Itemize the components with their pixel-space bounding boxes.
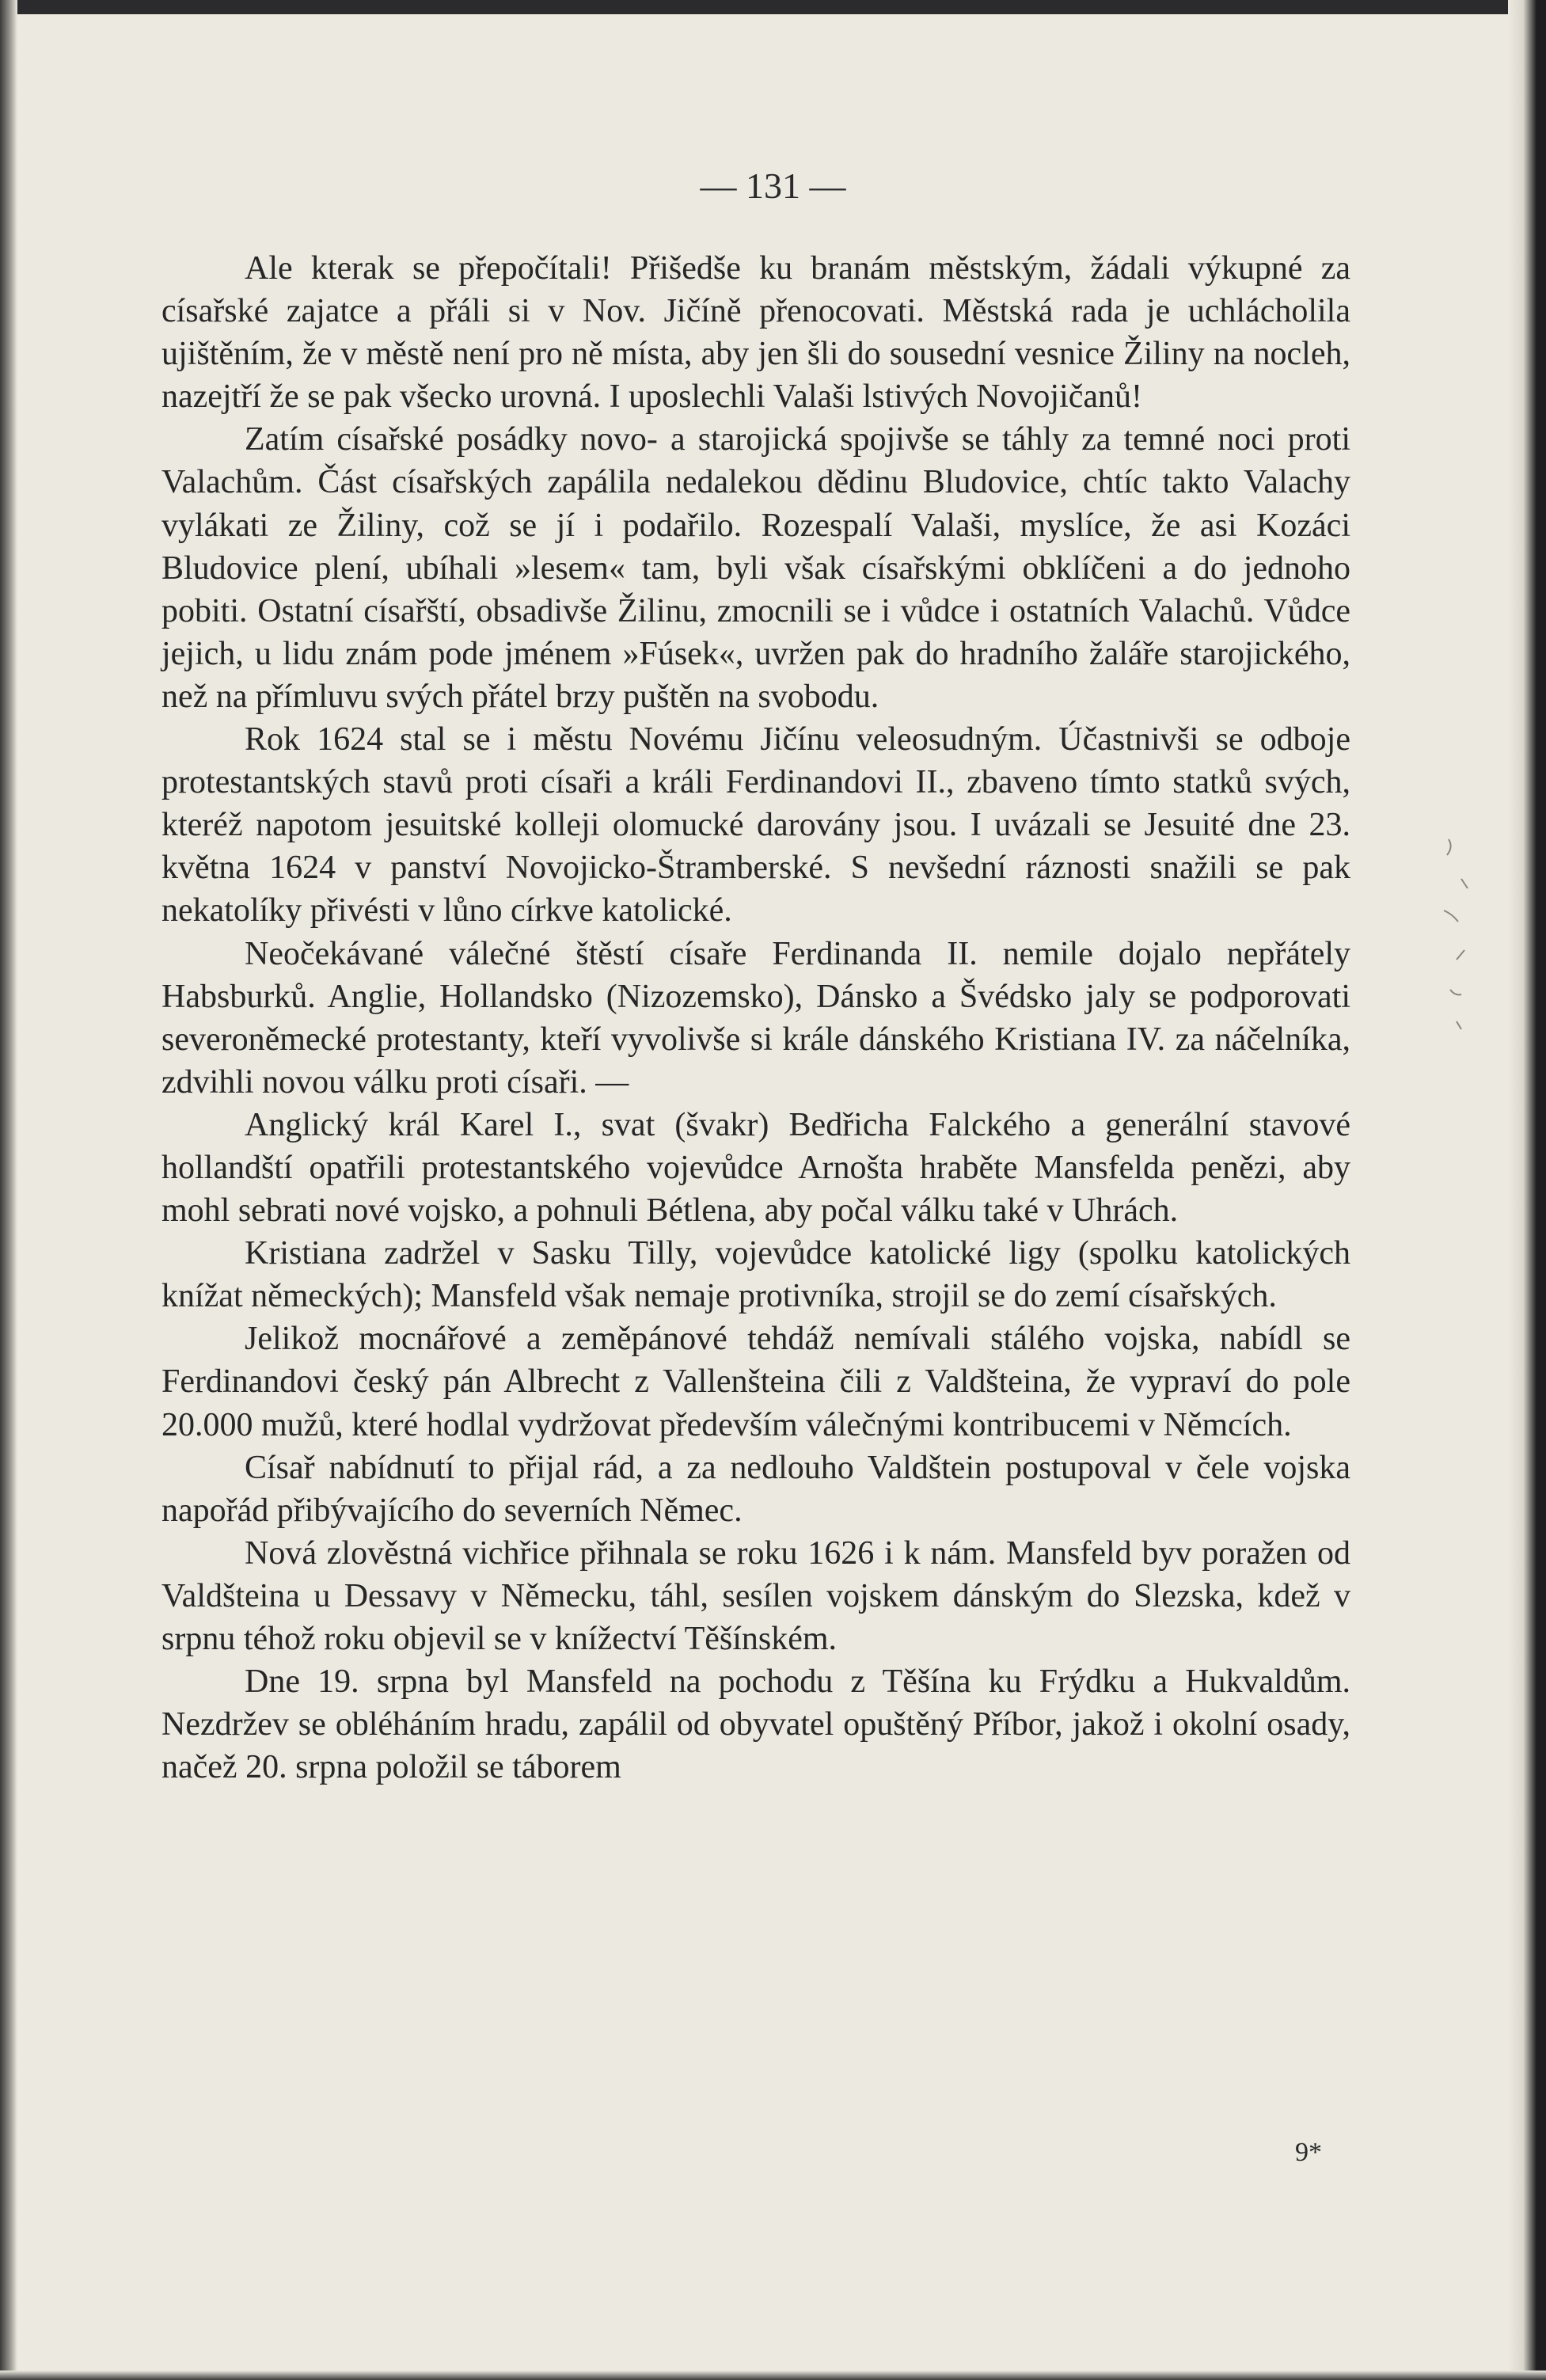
paragraph-5: Anglický král Karel I., svat (švakr) Bedřicha Falckého a generální stavové hollandští opatřili protestantského vojevůdce Arnošta hraběte Mansfelda penězi, aby mohl sebrati nové vojsko, a pohnuli Bétlena, aby počal válku také v Uhrách. bbox=[161, 1106, 1350, 1230]
body-text bbox=[161, 247, 1350, 1789]
signature-mark: 9* bbox=[1295, 2138, 1322, 2167]
paragraph-7: Jelikož mocnářové a zeměpánové tehdáž nemívali stálého vojska, nabídl se Ferdinandovi český pán Albrecht z Vallenšteina čili z Valdšteina, že vypraví do pole 20.000 mužů, které hodlal vydržovat především válečnými kontribucemi v Němcích. bbox=[161, 1321, 1350, 1443]
paragraph-4: Neočekávané válečné štěstí císaře Ferdinanda II. nemile dojalo nepřátely Habsburků. Anglie, Hollandsko (Nizozemsko), Dánsko a Švédsko jaly se podporovati severoněmecké protestanty, kteří vyvolivše si krále dánského Kristiana IV. za náčelníka, zdvihli novou válku proti císaři. — bbox=[161, 935, 1350, 1101]
paragraph-9: Nová zlověstná vichřice přihnala se roku 1626 i k nám. Mansfeld byv poražen od Valdšteina u Dessavy v Německu, táhl, sesílen vojskem dánským do Slezska, kdež v srpnu téhož roku objevil se v knížectví Těšínském. bbox=[161, 1534, 1350, 1657]
scan-left-edge bbox=[0, 0, 17, 2380]
paragraph-3: Rok 1624 stal se i městu Novému Jičínu veleosudným. Účastnivši se odboje protestantských stavů proti císaři a králi Ferdinandovi II., zbaveno tímto statků svých, kteréž napotom jesuitské kolleji olomucké darovány jsou. I uvázali se Jesuité dne 23. května 1624 v panství Novojicko-Štramberské. S nevšední ráznosti snažili se pak nekatolíky přivésti v lůno církve katolické. bbox=[161, 721, 1350, 930]
paragraph-2: Zatím císařské posádky novo- a starojická spojivše se táhly za temné noci proti Valachům. Část císařských zapálila nedalekou dědinu Bludovice, chtíc takto Valachy vylákati ze Žiliny, což se jí i podařilo. Rozespalí Valaši, myslíce, že asi Kozáci Bludovice plení, ubíhali »lesem« tam, byli však císařskými obklíčeni a do jednoho pobiti. Ostatní císařští, obsadivše Žilinu, zmocnili se i vůdce i ostatních Valachů. Vůdce jejich, u lidu znám pode jménem »Fúsek«, uvržen pak do hradního žaláře starojického, než na přímluvu svých přátel brzy puštěn na svobodu. bbox=[161, 421, 1350, 715]
margin-pencil-marks bbox=[1433, 823, 1480, 1061]
paragraph-1: Ale kterak se přepočítali! Přišedše ku branám městským, žádali výkupné za císařské zajatce a přáli si v Nov. Jičíně přenocovati. Městská rada je uchlácholila ujištěním, že v městě není pro ně místa, aby jen šli do sousední vesnice Žiliny na nocleh, nazejtří že se pak všecko urovná. I uposlechli Valaši lstivých Novojičanů! bbox=[161, 250, 1350, 416]
scan-top-edge bbox=[0, 0, 1546, 14]
paragraph-10: Dne 19. srpna byl Mansfeld na pochodu z Těšína ku Frýdku a Hukvaldům. Nezdržev se obléháním hradu, zapálil od obyvatel opuštěný Příbor, jakož i okolní osady, načež 20. srpna položil se táborem bbox=[161, 1663, 1350, 1786]
paragraph-8: Císař nabídnutí to přijal rád, a za nedlouho Valdštein postupoval v čele vojska napořád přibývajícího do severních Němec. bbox=[161, 1449, 1350, 1529]
paragraph-6: Kristiana zadržel v Sasku Tilly, vojevůdce katolické ligy (spolku katolických knížat německých); Mansfeld však nemaje protivníka, strojil se do zemí císařských. bbox=[161, 1235, 1350, 1315]
page-number: — 131 — bbox=[700, 165, 846, 206]
scan-right-edge bbox=[1508, 0, 1546, 2380]
margin-scribble-icon bbox=[1433, 823, 1480, 1061]
scan-bottom-edge bbox=[0, 2370, 1546, 2380]
